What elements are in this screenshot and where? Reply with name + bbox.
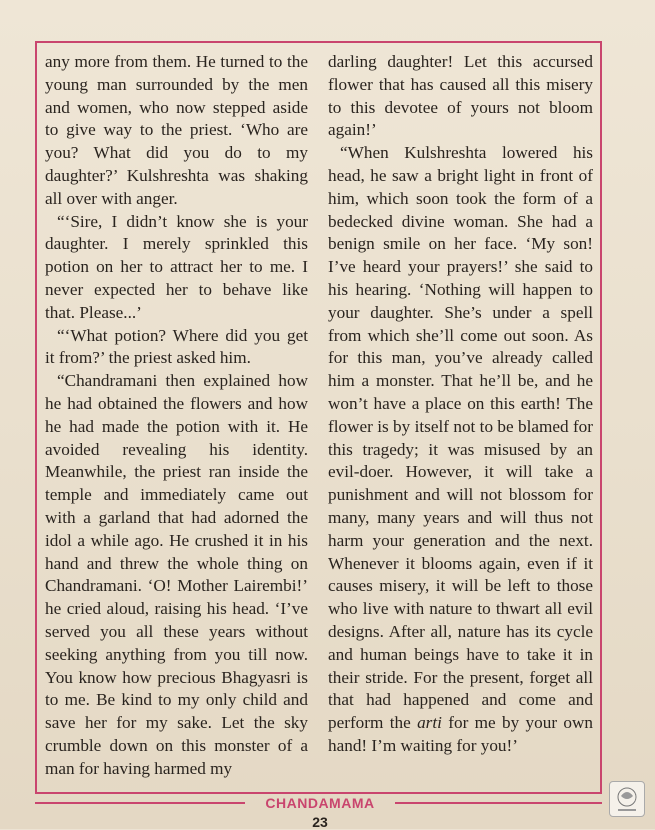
paragraph: “‘Sire, I didn’t know she is your daughter. I merely sprinkled this potion on her to attract her to me. I never expected her to behave like that. Please...’ [45,211,308,322]
footer-rule-right [395,802,602,804]
left-column [45,51,308,781]
paragraph-text-end: for me by your own hand! I’m waiting for you!’ [328,713,593,755]
paragraph: “Chandramani then explained how he had obtained the flowers and how he had made the potion with it. He avoided revealing his identity. Meanwhile, the priest ran inside the temple and immediately came out with a garland that had adorned the idol a while ago. He crushed it in his hand and threw the whole thing on Chandramani. ‘O! Mother Lairembi!’ he cried aloud, raising his head. ‘I’ve served you all these years without seeking anything from you till now. You know how precious Bhagyasri is to me. Be kind to my only child and save her for my sake. Let the sky crumble down on this monster of a man for having harmed my [45,371,308,778]
archive-stamp-icon [609,781,645,817]
paragraph-text: “When Kulshreshta lowered his head, he saw a bright light in front of him, which soon took the form of a bedecked divine woman. She had a benign smile on her face. ‘My son! I’ve heard your prayers!’ she said to his hearing. ‘Nothing will happen to your daughter. She’s under a spell from which she’ll come out soon. As for this man, you’ve already called him a monster. That he’ll be, and he won’t have a place on this earth! The flower is by itself not to be blamed for this tragedy; it was misused by an evil-doer. However, it will take a punishment and will not blossom for many, many years and will thus not harm your generation and the next. Whenever it blooms again, even if it causes misery, it will be left to those who live with nature to thwart all evil designs. After all, nature has its cycle and human beings have to take it in their stride. For the present, forget all that had happened and come and perform the [328,143,593,733]
italic-word: arti [417,713,442,733]
right-column [328,51,593,758]
paragraph: any more from them. He turned to the young man surrounded by the men and women, who now stepped aside to give way to the priest. ‘Who are you? What did you do to my daughter?’ Kulshreshta was shaking all over with anger. [45,52,308,208]
magazine-brand: CHANDAMAMA [265,795,375,811]
footer-rule-left [35,802,245,804]
page-number: 23 [312,814,328,830]
paragraph: “‘What potion? Where did you get it from?’ the priest asked him. [45,325,308,368]
paragraph [328,142,593,758]
paragraph: darling daughter! Let this accursed flower that has caused all this misery to this devotee of yours not bloom again!’ [328,52,593,140]
